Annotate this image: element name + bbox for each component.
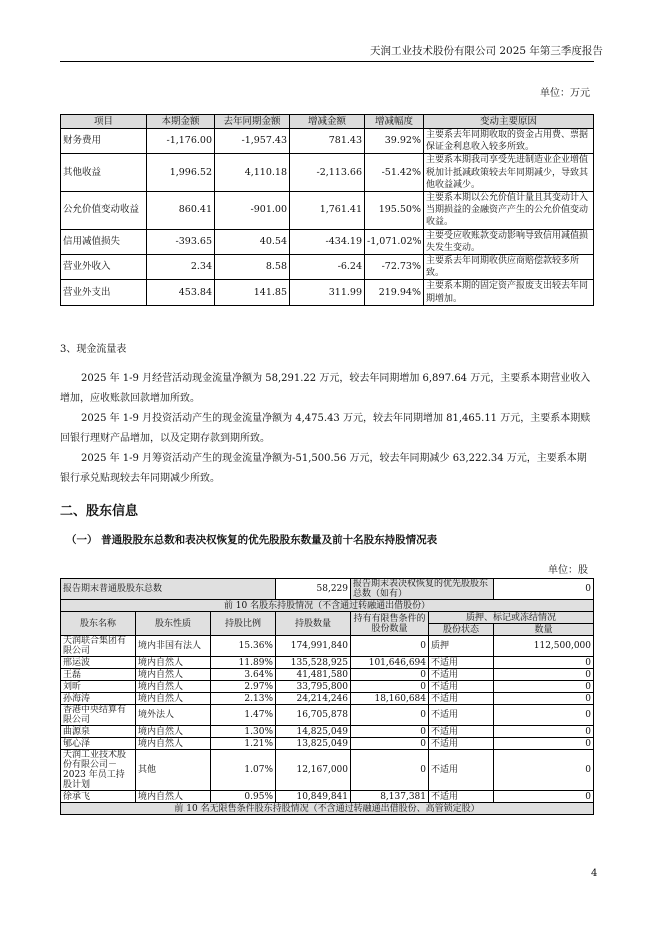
pct-cell: -1,071.02%: [365, 229, 424, 254]
holder-count: 0: [494, 791, 594, 803]
caption-row: [61, 600, 594, 612]
totals-row: [61, 579, 594, 600]
prior-cell: -1,957.43: [215, 129, 290, 154]
holder-count: 0: [494, 693, 594, 705]
holder-restricted: 0: [351, 726, 429, 738]
reason-cell: 主要系本期的固定资产报废支出较去年同期增加。: [424, 280, 594, 305]
holder-restricted: 101,646,694: [351, 657, 429, 669]
holder-qty: 16,705,878: [276, 705, 351, 726]
holder-qty: 13,825,049: [276, 738, 351, 750]
holder-qty: 33,795,800: [276, 681, 351, 693]
change-cell: 781.43: [290, 129, 365, 154]
holder-status: 不适用: [429, 669, 494, 681]
caption-row: [61, 803, 594, 815]
holder-ratio: 15.36%: [211, 636, 276, 657]
item-cell: 营业外支出: [61, 280, 147, 305]
holder-ratio: 1.47%: [211, 705, 276, 726]
holder-name: 香港中央结算有限公司: [61, 705, 136, 726]
table-row: [61, 229, 594, 254]
top10-caption: 前 10 名股东持股情况（不含通过转融通出借股份）: [61, 600, 594, 612]
unrestricted-caption: 前 10 名无限售条件股东持股情况（不含通过转融通出借股份、高管锁定股）: [61, 803, 594, 815]
holder-restricted: 0: [351, 705, 429, 726]
holder-status: 质押: [429, 636, 494, 657]
holder-name: 徐承飞: [61, 791, 136, 803]
reason-cell: 主要系去年同期收取的资金占用费、票据保证金利息收入较多所致。: [424, 129, 594, 154]
col-header: 去年同期金额: [215, 115, 290, 129]
holder-count: 112,500,000: [494, 636, 594, 657]
holder-nature: 境内自然人: [136, 693, 211, 705]
table-row: [61, 636, 594, 657]
holder-qty: 24,214,246: [276, 693, 351, 705]
holder-qty: 41,481,580: [276, 669, 351, 681]
table-row: [61, 750, 594, 791]
item-cell: 其他收益: [61, 154, 147, 192]
holder-count: 0: [494, 750, 594, 791]
income-change-table: [60, 114, 594, 306]
change-cell: 311.99: [290, 280, 365, 305]
holder-ratio: 1.21%: [211, 738, 276, 750]
holder-nature: 境内自然人: [136, 657, 211, 669]
table-row: [61, 129, 594, 154]
current-cell: 2.34: [147, 255, 215, 280]
holder-ratio: 11.89%: [211, 657, 276, 669]
holder-name: 邢运波: [61, 657, 136, 669]
table-row: [61, 681, 594, 693]
reason-cell: 主要系本期以公允价值计量且其变动计入当期损益的金融资产产生的公允价值变动收益。: [424, 192, 594, 230]
change-cell: -2,113.66: [290, 154, 365, 192]
item-cell: 营业外收入: [61, 255, 147, 280]
current-cell: 860.41: [147, 192, 215, 230]
col-nature: 股东性质: [136, 612, 211, 636]
pref-label: 报告期末表决权恢复的优先股股东总数（如有）: [351, 579, 494, 600]
current-cell: 453.84: [147, 280, 215, 305]
section-title: 二、股东信息: [60, 504, 139, 519]
section-subtitle: （一） 普通股股东总数和表决权恢复的优先股股东数量及前十名股东持股情况表: [66, 534, 438, 546]
header-rule: [60, 61, 594, 62]
cashflow-heading: 3、现金流量表: [60, 344, 127, 355]
cashflow-investing: 2025 年 1-9 月投资活动产生的现金流量净额为 4,475.43 万元，较去年同期增加 81,465.11 万元，主要系本期赎回银行理财产品增加，以及定期存款到期所致。: [60, 413, 591, 444]
holder-name: 天润联合集团有限公司: [61, 636, 136, 657]
holder-qty: 12,167,000: [276, 750, 351, 791]
change-cell: -434.19: [290, 229, 365, 254]
holder-name: 曲源泉: [61, 726, 136, 738]
holder-qty: 135,528,925: [276, 657, 351, 669]
holder-nature: 境内自然人: [136, 669, 211, 681]
change-cell: -6.24: [290, 255, 365, 280]
holder-restricted: 18,160,684: [351, 693, 429, 705]
table-row: [61, 280, 594, 305]
col-restricted: 持有有限售条件的股份数量: [351, 612, 429, 636]
pct-cell: -72.73%: [365, 255, 424, 280]
holder-ratio: 0.95%: [211, 791, 276, 803]
table-row: [61, 669, 594, 681]
holder-restricted: 0: [351, 738, 429, 750]
holder-status: 不适用: [429, 681, 494, 693]
holder-nature: 其他: [136, 750, 211, 791]
holder-status: 不适用: [429, 705, 494, 726]
holder-restricted: 0: [351, 669, 429, 681]
holder-name: 孙海涛: [61, 693, 136, 705]
table-row: [61, 738, 594, 750]
holder-restricted: 0: [351, 750, 429, 791]
holders-unit: 单位：股: [548, 565, 588, 576]
holder-status: 不适用: [429, 726, 494, 738]
holder-name: 郇心泽: [61, 738, 136, 750]
holder-name: 王磊: [61, 669, 136, 681]
col-header: 变动主要原因: [424, 115, 594, 129]
col-header: 增减幅度: [365, 115, 424, 129]
col-pledge: 质押、标记或冻结情况: [429, 612, 594, 624]
holder-nature: 境内自然人: [136, 726, 211, 738]
holder-count: 0: [494, 669, 594, 681]
income-unit: 单位：万元: [540, 88, 590, 99]
col-name: 股东名称: [61, 612, 136, 636]
change-cell: 1,761.41: [290, 192, 365, 230]
col-header: 增减金额: [290, 115, 365, 129]
prior-cell: 4,110.18: [215, 154, 290, 192]
holder-count: 0: [494, 681, 594, 693]
holder-ratio: 1.07%: [211, 750, 276, 791]
holder-ratio: 2.13%: [211, 693, 276, 705]
holder-count: 0: [494, 657, 594, 669]
holder-restricted: 8,137,381: [351, 791, 429, 803]
holder-qty: 174,991,840: [276, 636, 351, 657]
table-row: [61, 657, 594, 669]
pref-value: 0: [494, 579, 594, 600]
holder-nature: 境内自然人: [136, 681, 211, 693]
holder-restricted: 0: [351, 681, 429, 693]
pct-cell: -51.42%: [365, 154, 424, 192]
item-cell: 公允价值变动收益: [61, 192, 147, 230]
holder-status: 不适用: [429, 738, 494, 750]
col-header: 本期金额: [147, 115, 215, 129]
holder-name: 天润工业技术股份有限公司－2023 年员工持股计划: [61, 750, 136, 791]
cashflow-paragraphs: [60, 369, 594, 489]
pct-cell: 39.92%: [365, 129, 424, 154]
page-header: 天润工业技术股份有限公司 2025 年第三季度报告: [370, 45, 603, 57]
header-row: [61, 612, 594, 624]
table-row: [61, 726, 594, 738]
col-qty: 持股数量: [276, 612, 351, 636]
holder-status: 不适用: [429, 657, 494, 669]
holder-status: 不适用: [429, 791, 494, 803]
reason-cell: 主要系去年同期收供应商赔偿款较多所致。: [424, 255, 594, 280]
pct-cell: 195.50%: [365, 192, 424, 230]
holder-nature: 境内自然人: [136, 738, 211, 750]
holder-qty: 14,825,049: [276, 726, 351, 738]
table-row: [61, 791, 594, 803]
table-row: [61, 705, 594, 726]
cashflow-operating: 2025 年 1-9 月经营活动现金流量净额为 58,291.22 万元，较去年同期增加 6,897.64 万元，主要系本期营业收入增加，应收账款回款增加所致。: [60, 373, 591, 404]
holder-ratio: 2.97%: [211, 681, 276, 693]
holder-nature: 境内非国有法人: [136, 636, 211, 657]
table-row: [61, 255, 594, 280]
holder-restricted: 0: [351, 636, 429, 657]
cashflow-financing: 2025 年 1-9 月筹资活动产生的现金流量净额为-51,500.56 万元，较去年同期减少 63,222.34 万元，主要系本期银行承兑贴现较去年同期减少所致。: [60, 453, 587, 484]
holder-name: 刘昕: [61, 681, 136, 693]
table-header-row: [61, 115, 594, 129]
pct-cell: 219.94%: [365, 280, 424, 305]
holder-qty: 10,849,841: [276, 791, 351, 803]
shareholders-table: [60, 578, 594, 815]
prior-cell: 40.54: [215, 229, 290, 254]
holder-nature: 境内自然人: [136, 791, 211, 803]
reason-cell: 主要系本期我司享受先进制造业企业增值税加计抵减政策较去年同期减少，导致其他收益减少。: [424, 154, 594, 192]
holder-status: 不适用: [429, 750, 494, 791]
col-status: 股份状态: [429, 624, 494, 636]
prior-cell: 141.85: [215, 280, 290, 305]
item-cell: 财务费用: [61, 129, 147, 154]
col-count: 数量: [494, 624, 594, 636]
prior-cell: 8.58: [215, 255, 290, 280]
table-row: [61, 693, 594, 705]
col-ratio: 持股比例: [211, 612, 276, 636]
table-row: [61, 192, 594, 230]
col-header: 项目: [61, 115, 147, 129]
holder-ratio: 3.64%: [211, 669, 276, 681]
table-row: [61, 154, 594, 192]
item-cell: 信用减值损失: [61, 229, 147, 254]
total-label: 报告期末普通股股东总数: [61, 579, 276, 600]
holder-nature: 境外法人: [136, 705, 211, 726]
holder-count: 0: [494, 738, 594, 750]
current-cell: 1,996.52: [147, 154, 215, 192]
current-cell: -1,176.00: [147, 129, 215, 154]
reason-cell: 主要受应收账款变动影响导致信用减值损失发生变动。: [424, 229, 594, 254]
holder-ratio: 1.30%: [211, 726, 276, 738]
page-number: 4: [591, 868, 598, 879]
holder-count: 0: [494, 705, 594, 726]
holder-count: 0: [494, 726, 594, 738]
prior-cell: -901.00: [215, 192, 290, 230]
holder-status: 不适用: [429, 693, 494, 705]
current-cell: -393.65: [147, 229, 215, 254]
total-value: 58,229: [276, 579, 351, 600]
